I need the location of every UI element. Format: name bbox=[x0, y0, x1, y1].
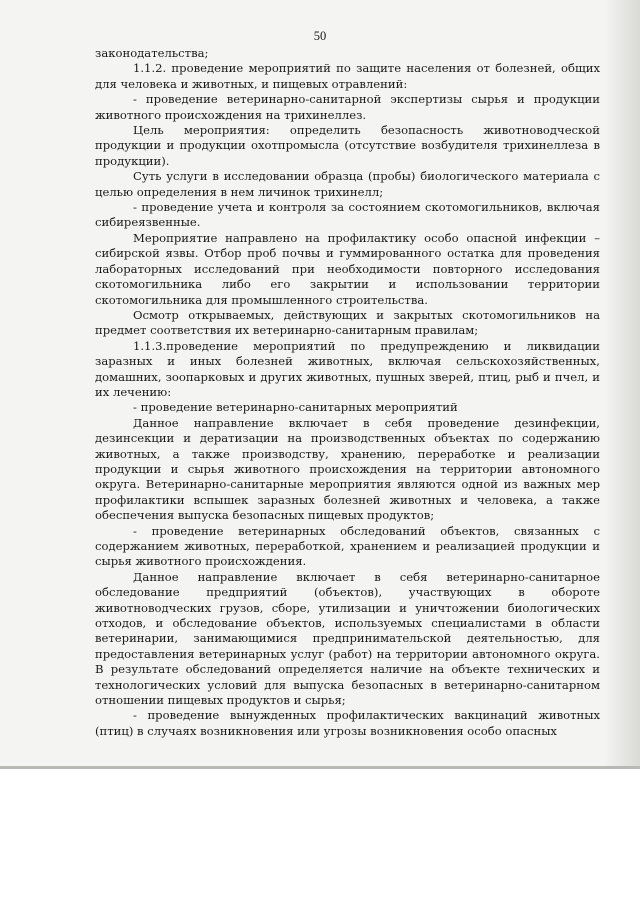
paragraph: Мероприятие направлено на профилактику особо опасной инфекции – сибирской язвы. Отбор проб почвы и гуммированного остатка для проведения лабораторных исследований при необходимости повторного исследования скотомогильника либо его закрытии и использовании территории скотомогильника для промышленного строительства. bbox=[95, 230, 600, 307]
page-number: 50 bbox=[313, 29, 327, 43]
document-body bbox=[95, 46, 600, 739]
scan-shadow bbox=[604, 0, 640, 768]
paragraph: Суть услуги в исследовании образца (пробы) биологического материала с целью определения в нем личинок трихинелл; bbox=[95, 169, 600, 199]
paragraph: - проведение ветеринарно-санитарной экспертизы сырья и продукции животного происхождения на трихинеллез. bbox=[95, 92, 600, 122]
paragraph: - проведение вынужденных профилактических вакцинаций животных (птиц) в случаях возникновения или угрозы возникновения особо опасных bbox=[95, 708, 600, 738]
paragraph: Данное направление включает в себя проведение дезинфекции, дезинсекции и дератизации на производственных объектах по содержанию животных, а также производству, хранению, переработке и реализации продукции и сырья животного происхождения на территории автономного округа. Ветеринарно-санитарные мероприятия являются одной из важных мер профилактики вспышек заразных болезней животных и человека, а также обеспечения выпуска безопасных пищевых продуктов; bbox=[95, 415, 600, 523]
paragraph: - проведение ветеринарных обследований объектов, связанных с содержанием животных, переработкой, хранением и реализацией продукции и сырья животного происхождения. bbox=[95, 523, 600, 569]
paragraph: Цель мероприятия: определить безопасность животноводческой продукции и продукции охотпромысла (отсутствие возбудителя трихинеллеза в продукции). bbox=[95, 123, 600, 168]
scan-bottom-edge bbox=[0, 766, 640, 769]
paragraph: 1.1.3.проведение мероприятий по предупреждению и ликвидации заразных и иных болезней животных, включая сельскохозяйственных, домашних, зоопарковых и других животных, пушных зверей, птиц, рыб и пчел, и их лечению: bbox=[95, 338, 600, 399]
paragraph: Осмотр открываемых, действующих и закрытых скотомогильников на предмет соответствия их ветеринарно-санитарным правилам; bbox=[95, 307, 600, 338]
paragraph: 1.1.2. проведение мероприятий по защите населения от болезней, общих для человека и животных, и пищевых отравлений: bbox=[95, 61, 600, 91]
paragraph: - проведение учета и контроля за состоянием скотомогильников, включая сибиреязвенные. bbox=[95, 200, 600, 230]
paragraph: Данное направление включает в себя ветеринарно-санитарное обследование предприятий (объектов), участвующих в обороте животноводческих грузов, сборе, утилизации и уничтожении биологических отходов, и обследование объектов, используемых специалистами в области ветеринарии, занимающимися предпринимательской деятельностью, для предоставления ветеринарных услуг (работ) на территории автономного округа. В результате обследований определяется наличие на объекте технических и технологических условий для выпуска безопасных в ветеринарно-санитарном отношении пищевых продуктов и сырья; bbox=[95, 569, 600, 708]
paragraph: законодательства; bbox=[95, 46, 209, 60]
paragraph: - проведение ветеринарно-санитарных мероприятий bbox=[133, 400, 458, 415]
